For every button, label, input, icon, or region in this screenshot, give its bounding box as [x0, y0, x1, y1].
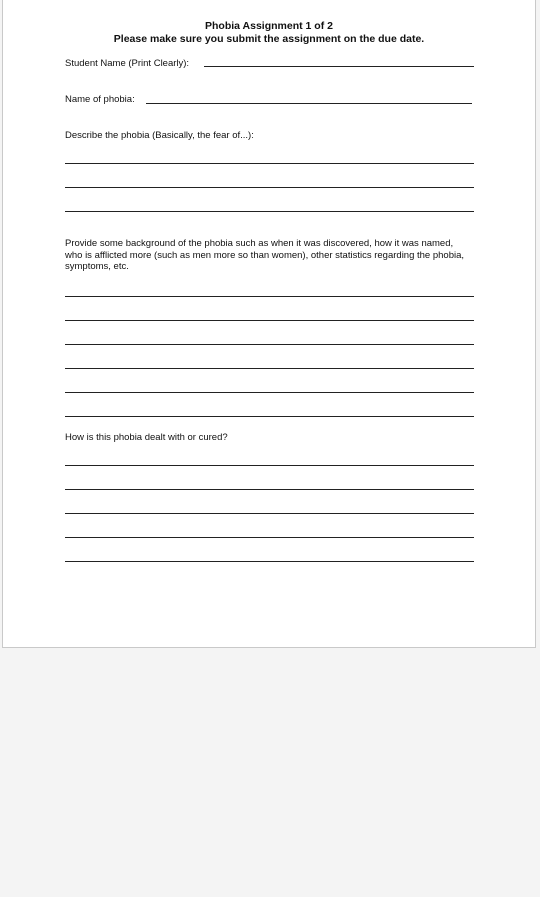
answer-line[interactable]: [65, 489, 474, 490]
answer-line[interactable]: [65, 320, 474, 321]
student-name-label: Student Name (Print Clearly):: [65, 58, 190, 69]
phobia-name-field[interactable]: [146, 103, 472, 104]
page-subtitle: Please make sure you submit the assignment on the due date.: [113, 33, 425, 45]
describe-question: Describe the phobia (Basically, the fear of...):: [65, 130, 254, 141]
answer-line[interactable]: [65, 416, 474, 417]
answer-line[interactable]: [65, 187, 474, 188]
worksheet-page: [2, 0, 536, 648]
student-name-field[interactable]: [204, 66, 474, 67]
answer-line[interactable]: [65, 368, 474, 369]
answer-line[interactable]: [65, 163, 474, 164]
treatment-question: How is this phobia dealt with or cured?: [65, 432, 228, 443]
phobia-name-label: Name of phobia:: [65, 94, 135, 105]
answer-line[interactable]: [65, 561, 474, 562]
answer-line[interactable]: [65, 344, 474, 345]
background-question: Provide some background of the phobia such as when it was discovered, how it was named, who is afflicted more (such as men more so than women), other statistics regarding the phobia, symptoms, etc.: [65, 238, 465, 272]
answer-line[interactable]: [65, 296, 474, 297]
answer-line[interactable]: [65, 392, 474, 393]
page-title: Phobia Assignment 1 of 2: [205, 20, 333, 32]
answer-line[interactable]: [65, 513, 474, 514]
answer-line[interactable]: [65, 211, 474, 212]
answer-line[interactable]: [65, 537, 474, 538]
answer-line[interactable]: [65, 465, 474, 466]
